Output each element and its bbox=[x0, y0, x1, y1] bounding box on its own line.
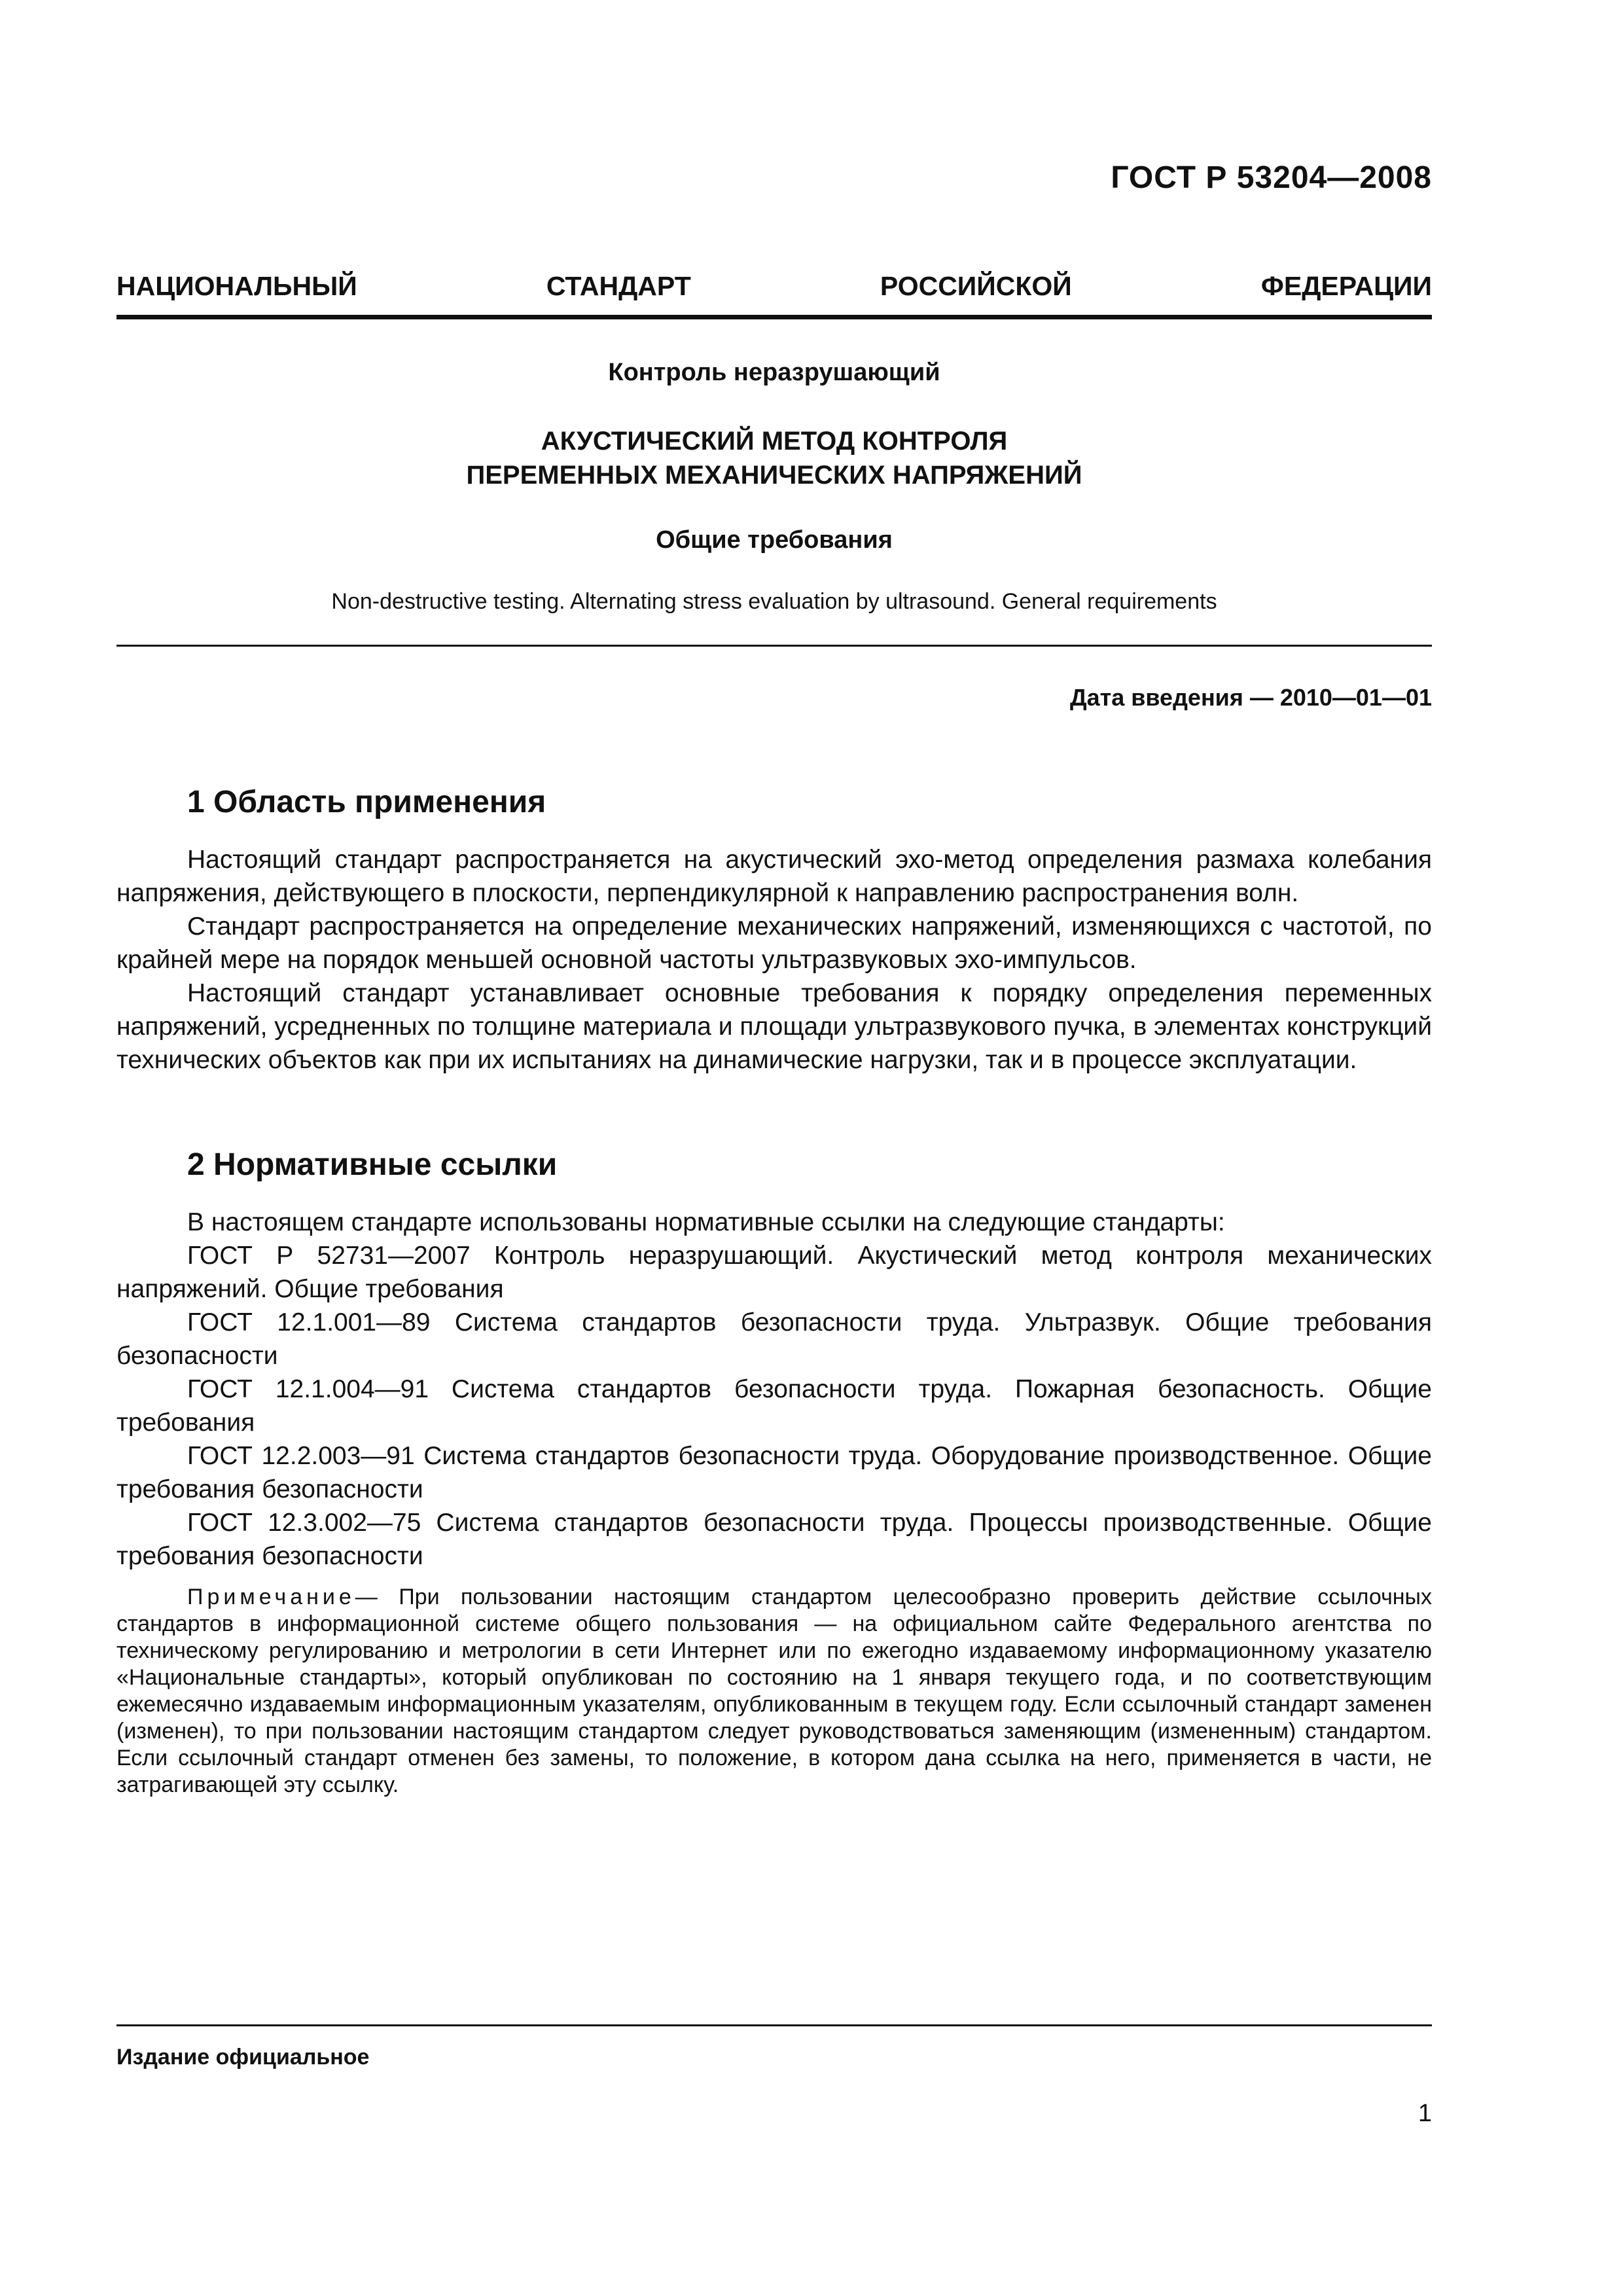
sub-title: Общие требования bbox=[656, 526, 893, 554]
footer-rule bbox=[116, 2024, 1432, 2026]
paragraph: В настоящем стандарте использованы нормативные ссылки на следующие стандарты: bbox=[187, 1208, 1225, 1236]
header-rule bbox=[116, 315, 1432, 319]
main-title-line-2: ПЕРЕМЕННЫХ МЕХАНИЧЕСКИХ НАПРЯЖЕНИЙ bbox=[466, 461, 1082, 490]
introduction-date: Дата введения — 2010—01—01 bbox=[1069, 684, 1432, 711]
document-number: ГОСТ Р 53204—2008 bbox=[1111, 160, 1432, 195]
page-number: 1 bbox=[1418, 2100, 1432, 2127]
paragraph: Настоящий стандарт устанавливает основные требования к порядку определения переменных напряжений, усредненных по толщине материала и площади ультразвукового пучка, в элементах конструкций технических объектов как при их испытаниях на динамические нагрузки, так и в процессе эксплуатации. bbox=[116, 979, 1432, 1074]
main-title bbox=[116, 424, 1432, 492]
note bbox=[116, 1584, 1432, 1799]
main-title-line-1: АКУСТИЧЕСКИЙ МЕТОД КОНТРОЛЯ bbox=[541, 427, 1008, 456]
reference-item: ГОСТ 12.3.002—75 Система стандартов безопасности труда. Процессы производственные. Общие требования безопасности bbox=[116, 1509, 1432, 1570]
pre-title: Контроль неразрушающий bbox=[608, 359, 940, 386]
paragraph: Стандарт распространяется на определение механических напряжений, изменяющихся с частотой, по крайней мере на порядок меньшей основной частоты ультразвуковых эхо-импульсов. bbox=[116, 912, 1432, 974]
section-1-heading: 1 Область применения bbox=[187, 785, 546, 819]
paragraph: Настоящий стандарт распространяется на акустический эхо-метод определения размаха колебания напряжения, действующего в плоскости, перпендикулярной к направлению распространения волн. bbox=[116, 846, 1432, 907]
reference-item: ГОСТ 12.1.004—91 Система стандартов безопасности труда. Пожарная безопасность. Общие требования bbox=[116, 1375, 1432, 1437]
reference-item: ГОСТ 12.2.003—91 Система стандартов безопасности труда. Оборудование производственное. Общие требования безопасности bbox=[116, 1442, 1432, 1503]
section-1-body bbox=[116, 843, 1432, 1077]
section-2-heading: 2 Нормативные ссылки bbox=[187, 1147, 558, 1182]
national-standard-title: НАЦИОНАЛЬНЫЙ СТАНДАРТ РОССИЙСКОЙ ФЕДЕРАЦИИ bbox=[116, 271, 1432, 301]
reference-item: ГОСТ 12.1.001—89 Система стандартов безопасности труда. Ультразвук. Общие требования безопасности bbox=[116, 1308, 1432, 1370]
official-edition-label: Издание официальное bbox=[116, 2045, 370, 2070]
english-title: Non-destructive testing. Alternating stress evaluation by ultrasound. General requirements bbox=[331, 589, 1217, 614]
reference-item: ГОСТ Р 52731—2007 Контроль неразрушающий. Акустический метод контроля механических напряжений. Общие требования bbox=[116, 1242, 1432, 1303]
title-rule bbox=[116, 645, 1432, 647]
note-text: — При пользовании настоящим стандартом целесообразно проверить действие ссылочных стандартов в информационной системе общего пользования — на официальном сайте Федерального агентства по техническому регулированию и метрологии в сети Интернет или по ежегодно издаваемому информационному указателю «Национальные стандарты», который опубликован по состоянию на 1 января текущего года, и по соответствующим ежемесячно издаваемым информационным указателям, опубликованным в текущем году. Если ссылочный стандарт заменен (изменен), то при пользовании настоящим стандартом следует руководствоваться заменяющим (измененным) стандартом. Если ссылочный стандарт отменен без замены, то положение, в котором дана ссылка на него, применяется в части, не затрагивающей эту ссылку. bbox=[116, 1585, 1432, 1797]
note-label: Примечание bbox=[187, 1585, 355, 1609]
section-2-body bbox=[116, 1206, 1432, 1573]
